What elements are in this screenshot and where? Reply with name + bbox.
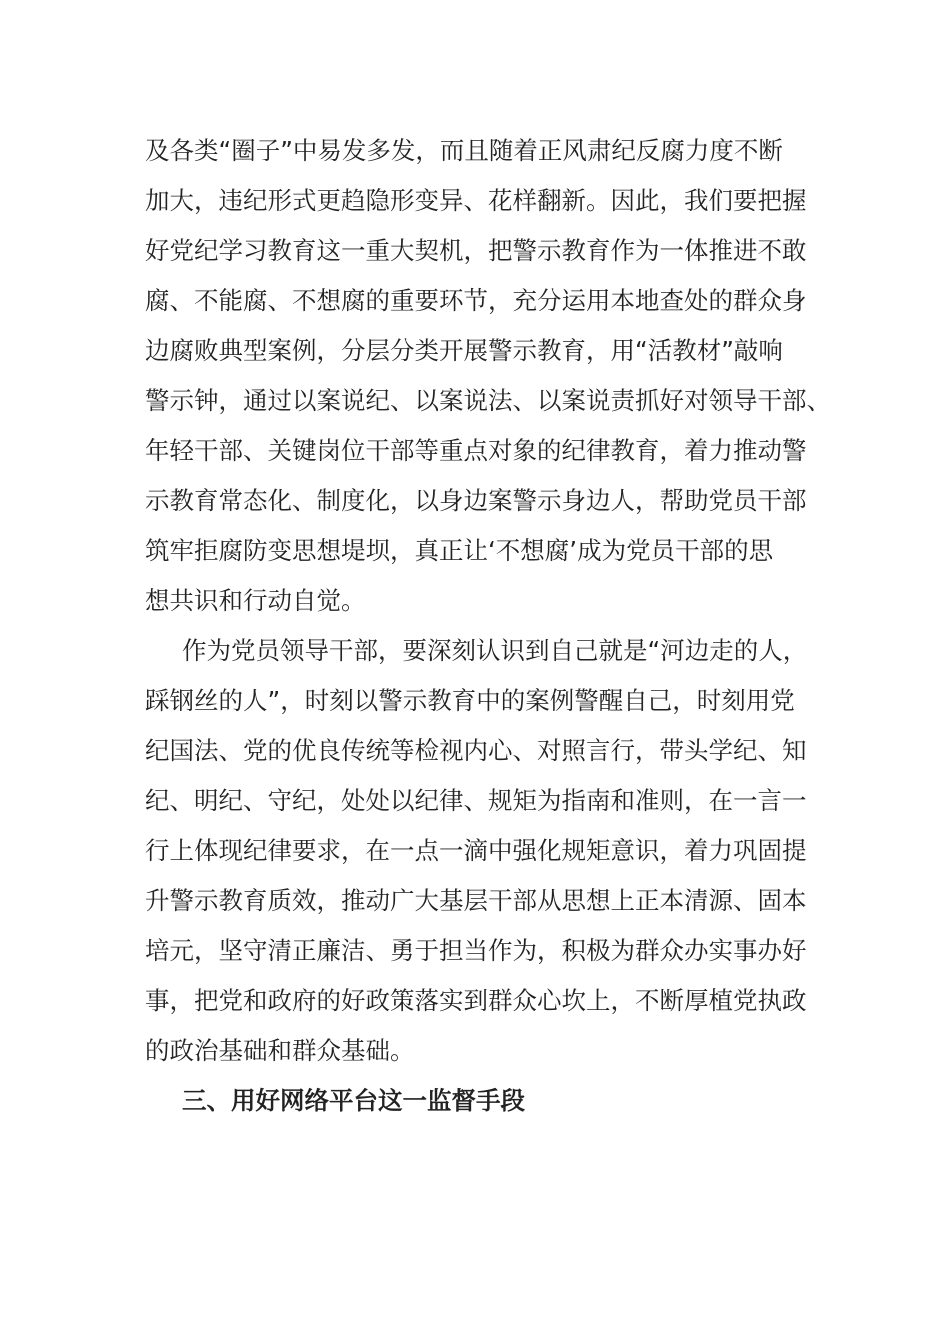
paragraph-2-line-4: 纪、明纪、守纪，处处以纪律、规矩为指南和准则，在一言一 xyxy=(145,786,807,815)
paragraph-1-line-9: 筑牢拒腐防变思想堤坝，真正让‘不想腐’成为党员干部的思 xyxy=(145,536,774,565)
paragraph-2-line-9: 的政治基础和群众基础。 xyxy=(145,1036,415,1065)
paragraph-1-line-2: 加大，违纪形式更趋隐形变异、花样翻新。因此，我们要把握 xyxy=(145,186,807,215)
paragraph-2-line-3: 纪国法、党的优良传统等检视内心、对照言行，带头学纪、知 xyxy=(145,736,807,765)
paragraph-2-line-8: 事，把党和政府的好政策落实到群众心坎上，不断厚植党执政 xyxy=(145,986,807,1015)
section-heading-3: 三、用好网络平台这一监督手段 xyxy=(182,1086,525,1115)
paragraph-1-line-1: 及各类“圈子”中易发多发，而且随着正风肃纪反腐力度不断 xyxy=(145,136,783,165)
paragraph-1-line-3: 好党纪学习教育这一重大契机，把警示教育作为一体推进不敢 xyxy=(145,236,807,265)
paragraph-2-line-6: 升警示教育质效，推动广大基层干部从思想上正本清源、固本 xyxy=(145,886,807,915)
paragraph-1-line-8: 示教育常态化、制度化，以身边案警示身边人，帮助党员干部 xyxy=(145,486,807,515)
paragraph-2-line-2: 踩钢丝的人”，时刻以警示教育中的案例警醒自己，时刻用党 xyxy=(145,686,795,715)
paragraph-2-line-7: 培元，坚守清正廉洁、勇于担当作为，积极为群众办实事办好 xyxy=(145,936,807,965)
paragraph-1-line-4: 腐、不能腐、不想腐的重要环节，充分运用本地查处的群众身 xyxy=(145,286,807,315)
paragraph-2-line-1: 作为党员领导干部，要深刻认识到自己就是“河边走的人， xyxy=(182,636,808,665)
paragraph-1-line-6: 警示钟，通过以案说纪、以案说法、以案说责抓好对领导干部、 xyxy=(145,386,831,415)
paragraph-1-line-7: 年轻干部、关键岗位干部等重点对象的纪律教育，着力推动警 xyxy=(145,436,807,465)
paragraph-1-line-5: 边腐败典型案例，分层分类开展警示教育，用“活教材”敲响 xyxy=(145,336,783,365)
paragraph-1-line-10: 想共识和行动自觉。 xyxy=(145,586,366,615)
paragraph-2-line-5: 行上体现纪律要求，在一点一滴中强化规矩意识，着力巩固提 xyxy=(145,836,807,865)
